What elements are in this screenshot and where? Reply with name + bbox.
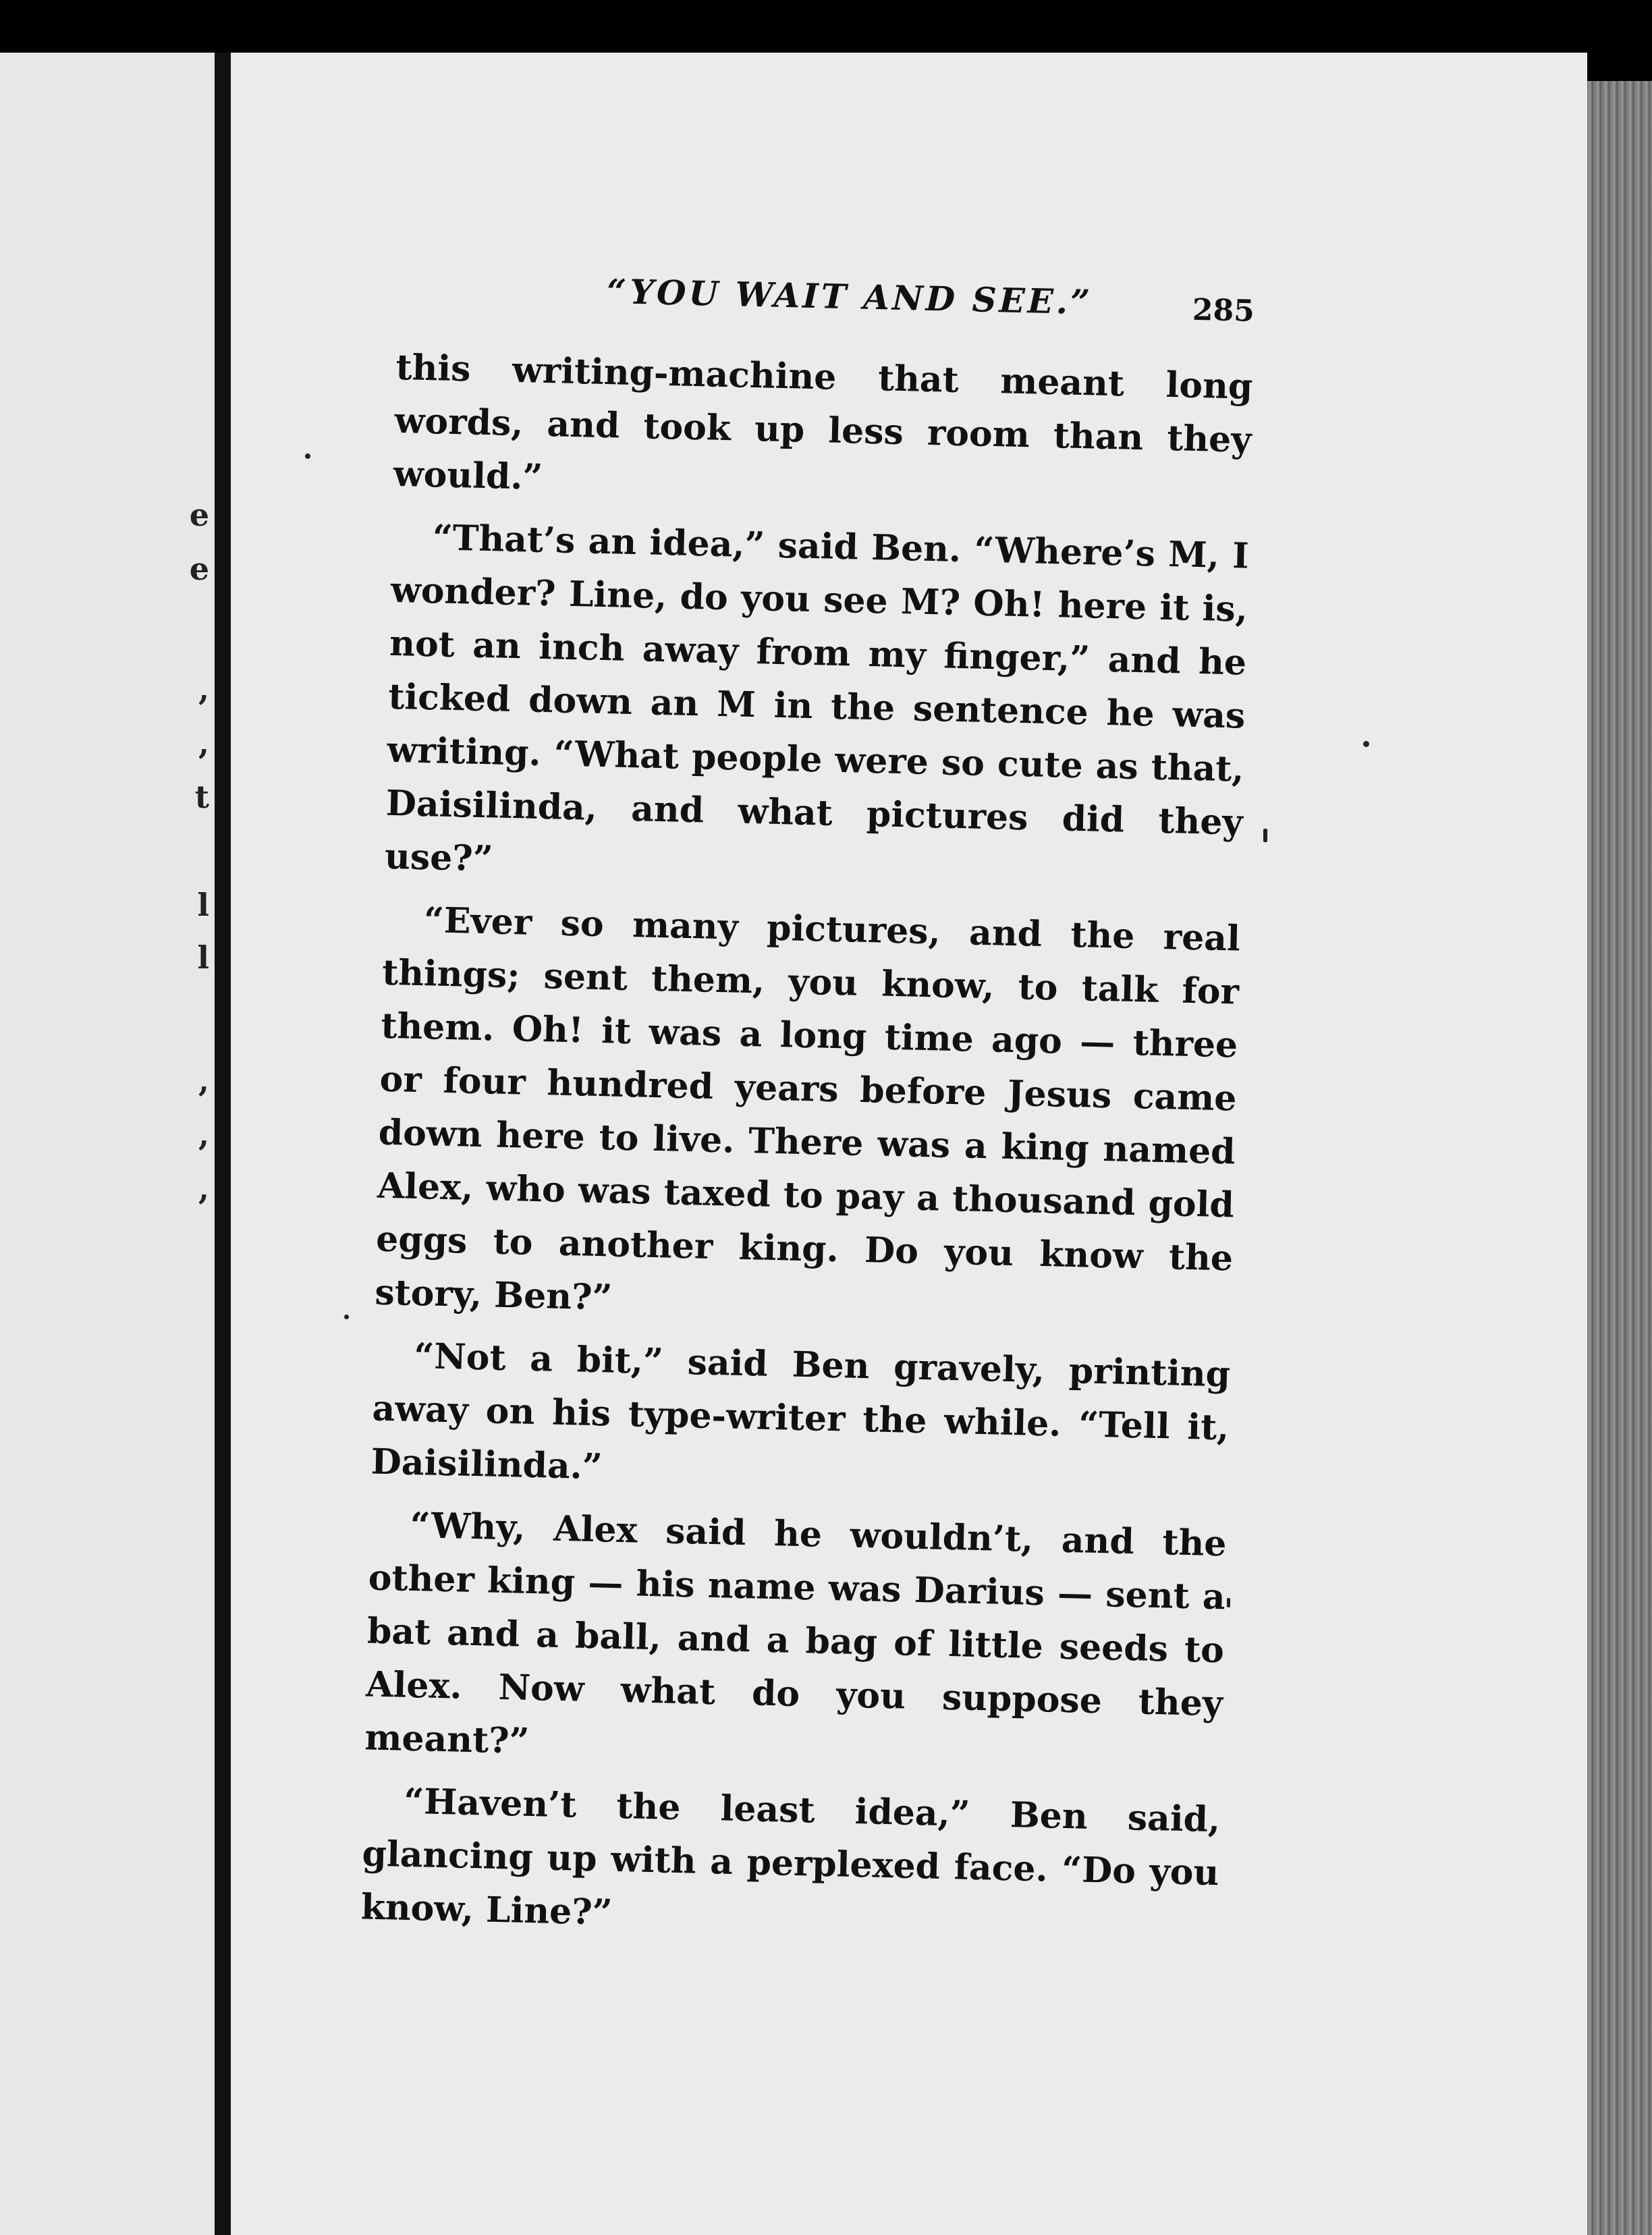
book-gutter — [215, 53, 231, 2235]
paragraph: “Why, Alex said he wouldn’t, and the other king — his name was Darius — sent a bat and a ball, and a bag of little seeds to Alex. Now what do you suppose they meant?” — [364, 1504, 1228, 1762]
left-page-fragment: , — [198, 1170, 209, 1207]
paper-speck — [1227, 1598, 1230, 1607]
left-page — [0, 53, 215, 2235]
paragraph: “That’s an idea,” said Ben. “Where’s M, I wonder? Line, do you see M? Oh! here it is, not an inch away from my finger,” and he ticked down an M in the sentence he was writing. “What people were so cute as that, Daisilinda, and what pictures did they use?” — [384, 517, 1250, 880]
paper-speck — [305, 453, 310, 459]
paragraph: “Haven’t the least idea,” Ben said, glancing up with a perplexed face. “Do you know, Line?” — [360, 1780, 1221, 1933]
page-number: 285 — [1192, 292, 1255, 329]
page-edges — [1587, 81, 1652, 2235]
left-page-fragment: , — [198, 1116, 209, 1153]
left-page-fragment: t — [194, 779, 209, 815]
scan-background-corner — [1587, 0, 1652, 81]
left-page-fragment: l — [197, 939, 209, 976]
left-page-fragment: , — [198, 1062, 209, 1099]
paper-speck — [344, 1315, 349, 1319]
left-page-fragment: , — [198, 725, 209, 761]
left-page-fragment: l — [197, 887, 209, 923]
paragraph: “Not a bit,” said Ben gravely, printing away on his type-writer the while. “Tell it, Daisilinda.” — [370, 1335, 1231, 1488]
paper-speck — [1363, 741, 1369, 747]
left-page-fragment: e — [189, 497, 209, 533]
left-page-fragment: , — [198, 671, 209, 707]
left-page-fragment: e — [189, 551, 209, 587]
paper-speck — [1263, 829, 1267, 842]
page-text — [360, 267, 1255, 1962]
paragraph: this writing-machine that meant long words, and took up less room than they would.” — [393, 346, 1253, 498]
running-title: “YOU WAIT AND SEE.” — [606, 271, 1093, 323]
paragraph: “Ever so many pictures, and the real things; sent them, you know, to talk for them. Oh! it was a long time ago — three or four hundred years before Jesus came down here to live. There was a king named Alex, who was taxed to pay a thousand gold eggs to another king. Do you know the story, Ben?” — [374, 900, 1241, 1319]
